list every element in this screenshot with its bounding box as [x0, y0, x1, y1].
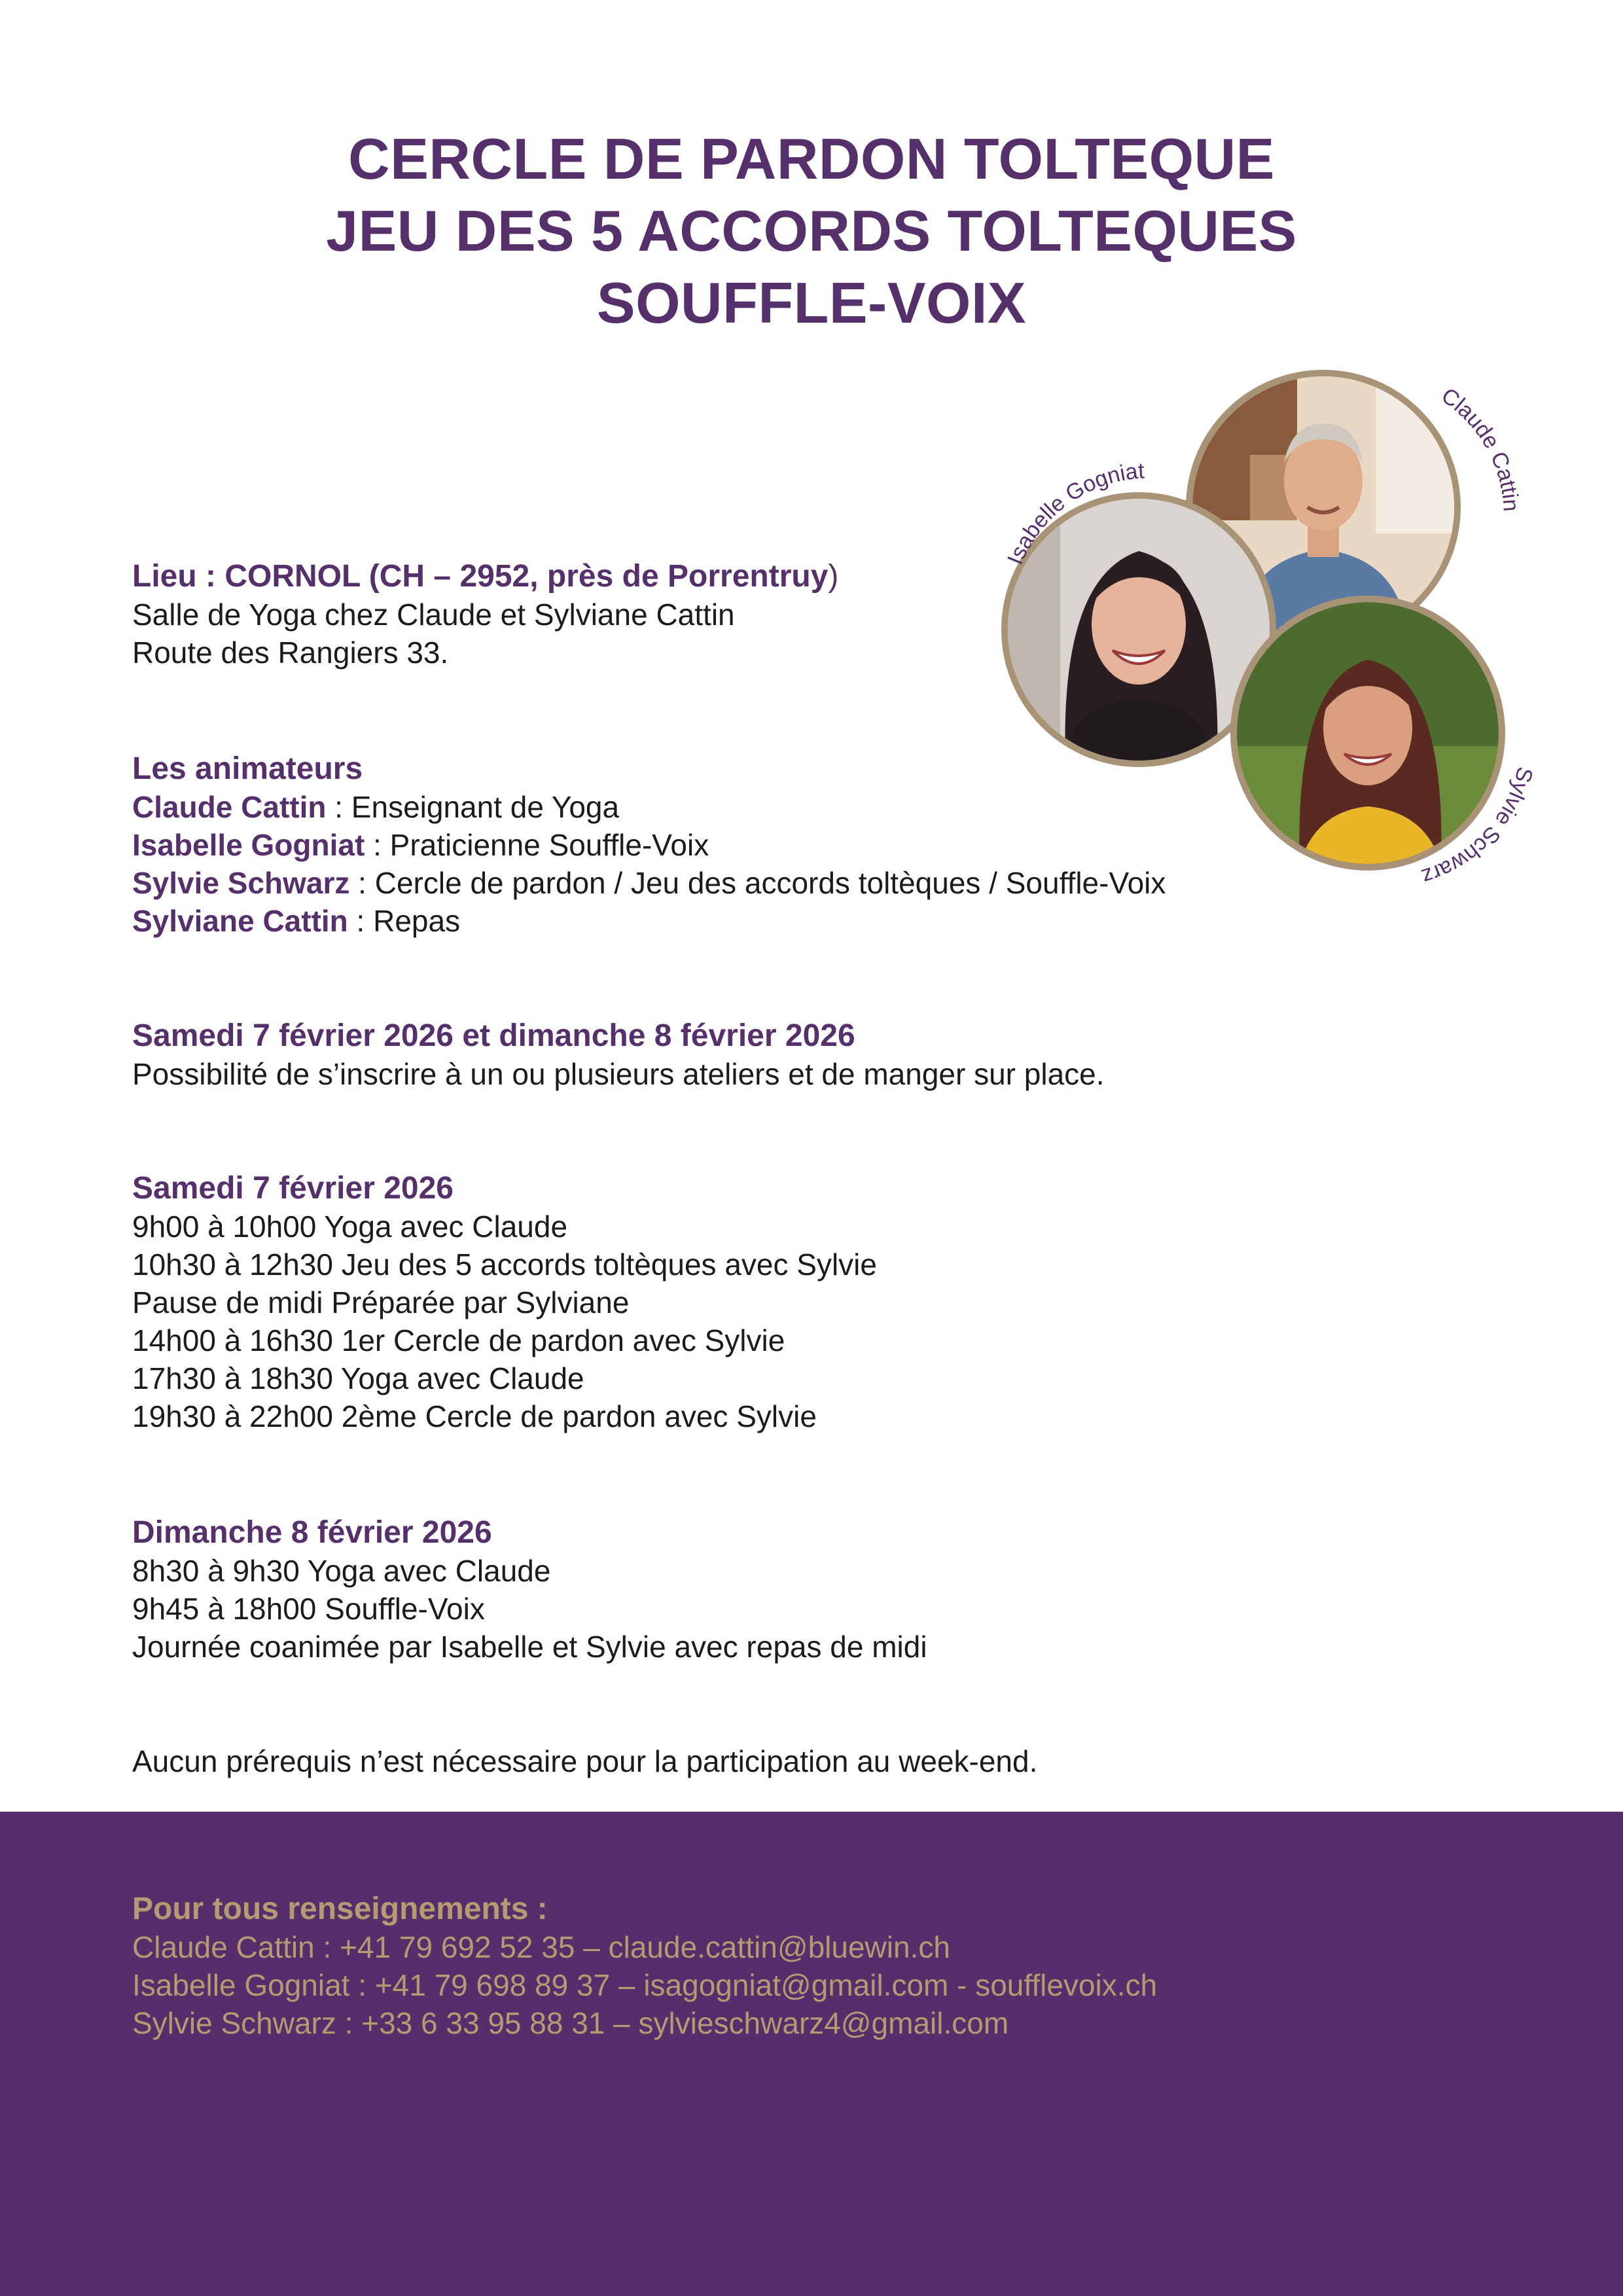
schedule-item: Journée coanimée par Isabelle et Sylvie avec repas de midi [132, 1630, 927, 1664]
title-line-2: JEU DES 5 ACCORDS TOLTEQUES [326, 198, 1297, 263]
facilitator-item: Claude Cattin : Enseignant de Yoga [132, 790, 620, 824]
sylvie-caption: Sylvie Schwarz [1418, 764, 1538, 889]
prerequisites-note [132, 1742, 1376, 1780]
facilitators-heading: Les animateurs [132, 751, 363, 786]
location-section [132, 558, 1376, 672]
facilitator-item: Sylviane Cattin : Repas [132, 904, 461, 938]
location-venue: Salle de Yoga chez Claude et Sylviane Cattin [132, 598, 735, 632]
weekend-text: Possibilité de s’inscrire à un ou plusieurs ateliers et de manger sur place. [132, 1057, 1105, 1091]
location-heading: Lieu : CORNOL (CH – 2952, près de Porrentruy) [132, 559, 839, 594]
contact-line: Isabelle Gogniat : +41 79 698 89 37 – isagogniat@gmail.com - soufflevoix.ch [132, 1968, 1158, 2002]
title-line-1: CERCLE DE PARDON TOLTEQUE [348, 126, 1275, 191]
facilitators-section [132, 750, 1376, 940]
schedule-item: Pause de midi Préparée par Sylviane [132, 1285, 630, 1319]
schedule-item: 8h30 à 9h30 Yoga avec Claude [132, 1554, 551, 1588]
weekend-heading: Samedi 7 février 2026 et dimanche 8 février 2026 [132, 1018, 855, 1053]
contact-block [132, 1890, 1157, 2042]
contact-footer [0, 1812, 1623, 2296]
facilitator-item: Sylvie Schwarz : Cercle de pardon / Jeu des accords toltèques / Souffle-Voix [132, 866, 1166, 900]
saturday-section [132, 1170, 1376, 1435]
facilitator-item: Isabelle Gogniat : Praticienne Souffle-Voix [132, 828, 709, 862]
contact-line: Sylvie Schwarz : +33 6 33 95 88 31 – sylvieschwarz4@gmail.com [132, 2006, 1009, 2040]
contact-heading: Pour tous renseignements : [132, 1892, 548, 1926]
claude-caption: Claude Cattin [1436, 383, 1524, 512]
schedule-item: 19h30 à 22h00 2ème Cercle de pardon avec Sylvie [132, 1399, 817, 1433]
sunday-section [132, 1514, 1376, 1666]
schedule-item: 9h00 à 10h00 Yoga avec Claude [132, 1210, 568, 1244]
contact-line: Claude Cattin : +41 79 692 52 35 – claude.cattin@bluewin.ch [132, 1930, 950, 1964]
page-title [0, 123, 1623, 339]
note-text: Aucun prérequis n’est nécessaire pour la participation au week-end. [132, 1744, 1038, 1778]
weekend-section [132, 1017, 1376, 1093]
schedule-item: 10h30 à 12h30 Jeu des 5 accords toltèques avec Sylvie [132, 1247, 877, 1282]
saturday-heading: Samedi 7 février 2026 [132, 1171, 454, 1206]
schedule-item: 9h45 à 18h00 Souffle-Voix [132, 1592, 485, 1626]
isabelle-caption: Isabelle Gogniat [1003, 458, 1145, 569]
sunday-heading: Dimanche 8 février 2026 [132, 1515, 492, 1550]
schedule-item: 14h00 à 16h30 1er Cercle de pardon avec Sylvie [132, 1323, 785, 1357]
location-address: Route des Rangiers 33. [132, 636, 449, 670]
schedule-item: 17h30 à 18h30 Yoga avec Claude [132, 1361, 584, 1395]
title-line-3: SOUFFLE-VOIX [596, 270, 1027, 335]
